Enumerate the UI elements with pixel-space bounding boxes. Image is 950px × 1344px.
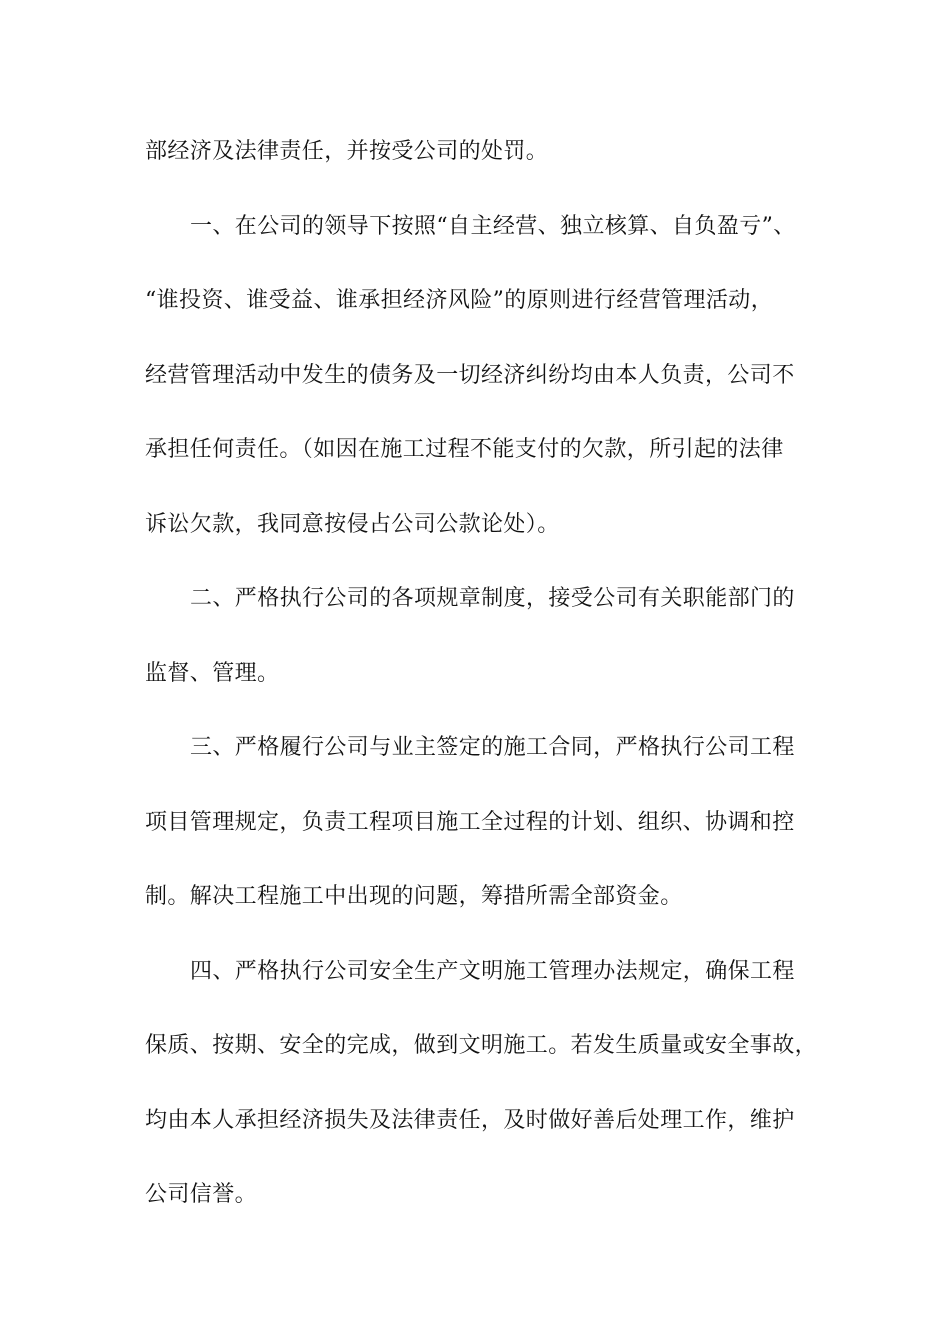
- text-line-2: 一、在公司的领导下按照“自主经营、独立核算、自负盈亏”、: [190, 214, 796, 239]
- text-line-4: 经营管理活动中发生的债务及一切经济纠纷均由本人负责，公司不: [145, 363, 795, 388]
- text-line-14: 均由本人承担经济损失及法律责任，及时做好善后处理工作，维护: [145, 1108, 795, 1133]
- text-line-9: 三、严格履行公司与业主签定的施工合同，严格执行公司工程: [190, 735, 795, 760]
- text-line-1: 部经济及法律责任，并按受公司的处罚。: [145, 139, 549, 164]
- text-line-5: 承担任何责任。（如因在施工过程不能支付的欠款，所引起的法律: [145, 437, 784, 462]
- text-line-8: 监督、管理。: [145, 661, 280, 686]
- text-line-7: 二、严格执行公司的各项规章制度，接受公司有关职能部门的: [190, 586, 795, 611]
- text-line-10: 项目管理规定，负责工程项目施工全过程的计划、组织、协调和控: [145, 810, 795, 835]
- text-line-12: 四、严格执行公司安全生产文明施工管理办法规定，确保工程: [190, 959, 795, 984]
- text-line-6: 诉讼欠款，我同意按侵占公司公款论处）。: [145, 512, 560, 537]
- text-line-15: 公司信誉。: [145, 1182, 258, 1207]
- text-line-13: 保质、按期、安全的完成，做到文明施工。若发生质量或安全事故，: [145, 1033, 818, 1058]
- text-line-11: 制。解决工程施工中出现的问题，筹措所需全部资金。: [145, 884, 683, 909]
- text-line-3: “谁投资、谁受益、谁承担经济风险”的原则进行经营管理活动，: [145, 288, 774, 313]
